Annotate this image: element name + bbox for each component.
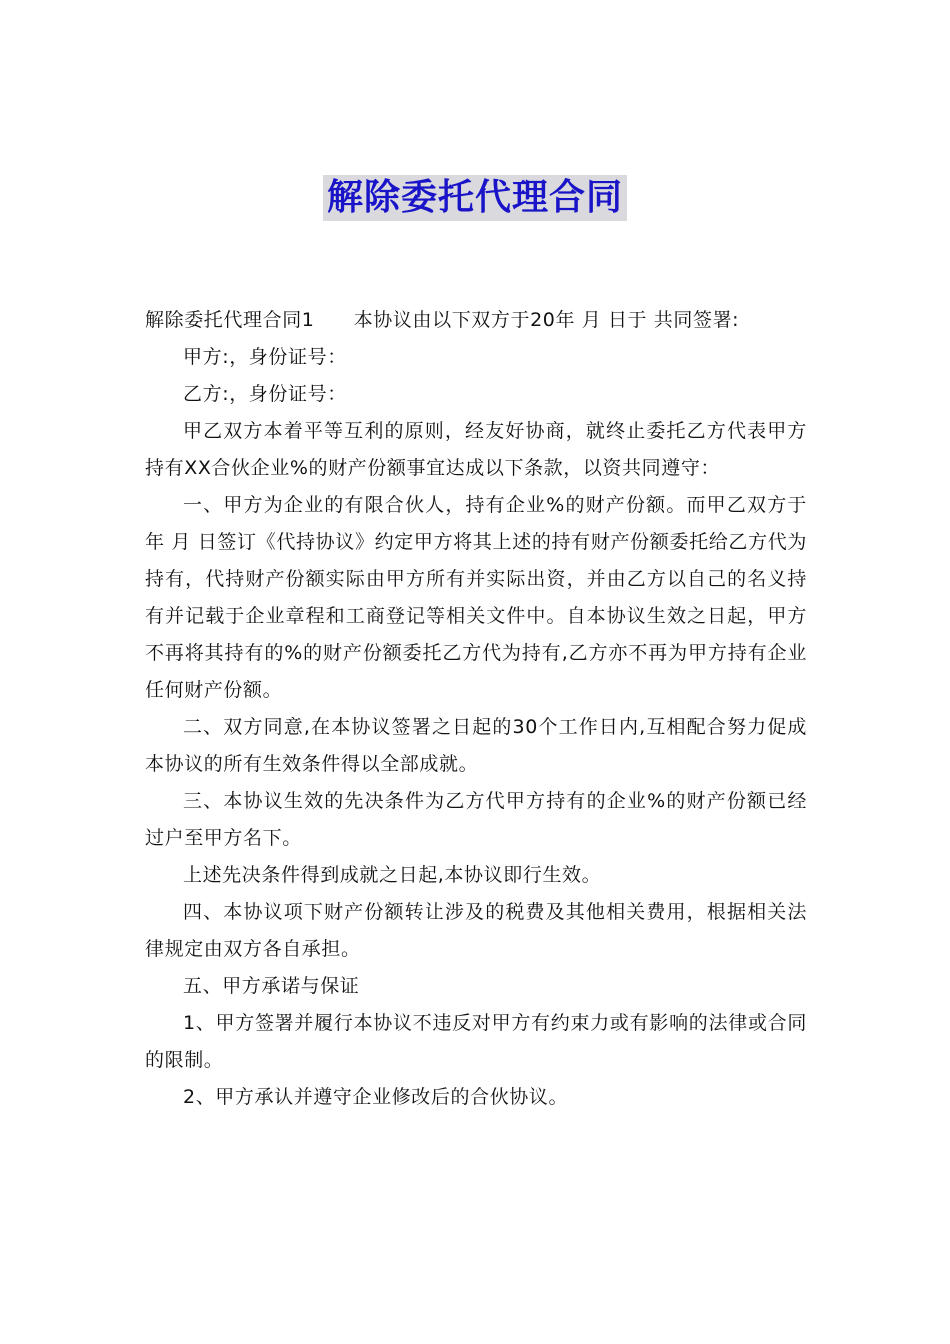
paragraph-party-a: 甲方:，身份证号： [183,346,347,368]
paragraph-clause-3: 三、本协议生效的先决条件为乙方代甲方持有的企业%的财产份额已经过户至甲方名下。 [145,790,807,849]
title-container [0,175,950,221]
paragraph-clause-1: 一、甲方为企业的有限合伙人，持有企业%的财产份额。而甲乙双方于 年 月 日签订《代持协议》约定甲方将其上述的持有财产份额委托给乙方代为持有，代持财产份额实际由甲方所有并实际出资，并由乙方以自己的名义持有并记载于企业章程和工商登记等相关文件中。自本协议生效之日起，甲方不再将其持有的%的财产份额委托乙方代为持有,乙方亦不再为甲方持有企业任何财产份额。 [145,494,807,701]
paragraph-clause-5-item-1: 1、甲方签署并履行本协议不违反对甲方有约束力或有影响的法律或合同的限制。 [145,1012,807,1071]
paragraph-clause-3-effect: 上述先决条件得到成就之日起,本协议即行生效。 [183,864,602,886]
paragraph-clause-4: 四、本协议项下财产份额转让涉及的税费及其他相关费用，根据相关法律规定由双方各自承担。 [145,901,807,960]
paragraph-preamble: 甲乙双方本着平等互利的原则，经友好协商，就终止委托乙方代表甲方持有XX合伙企业%的财产份额事宜达成以下条款，以资共同遵守： [145,420,807,479]
paragraph-clause-5-item-2: 2、甲方承认并遵守企业修改后的合伙协议。 [183,1086,569,1108]
paragraph-party-b: 乙方:，身份证号： [183,383,347,405]
paragraph-clause-5-heading: 五、甲方承诺与保证 [183,975,360,997]
paragraph-intro: 解除委托代理合同1 本协议由以下双方于20年 月 日于 共同签署: [145,309,740,331]
paragraph-clause-2: 二、双方同意,在本协议签署之日起的30个工作日内,互相配合努力促成本协议的所有生效条件得以全部成就。 [145,716,807,775]
document-body [145,302,807,1116]
document-title: 解除委托代理合同 [323,175,627,221]
